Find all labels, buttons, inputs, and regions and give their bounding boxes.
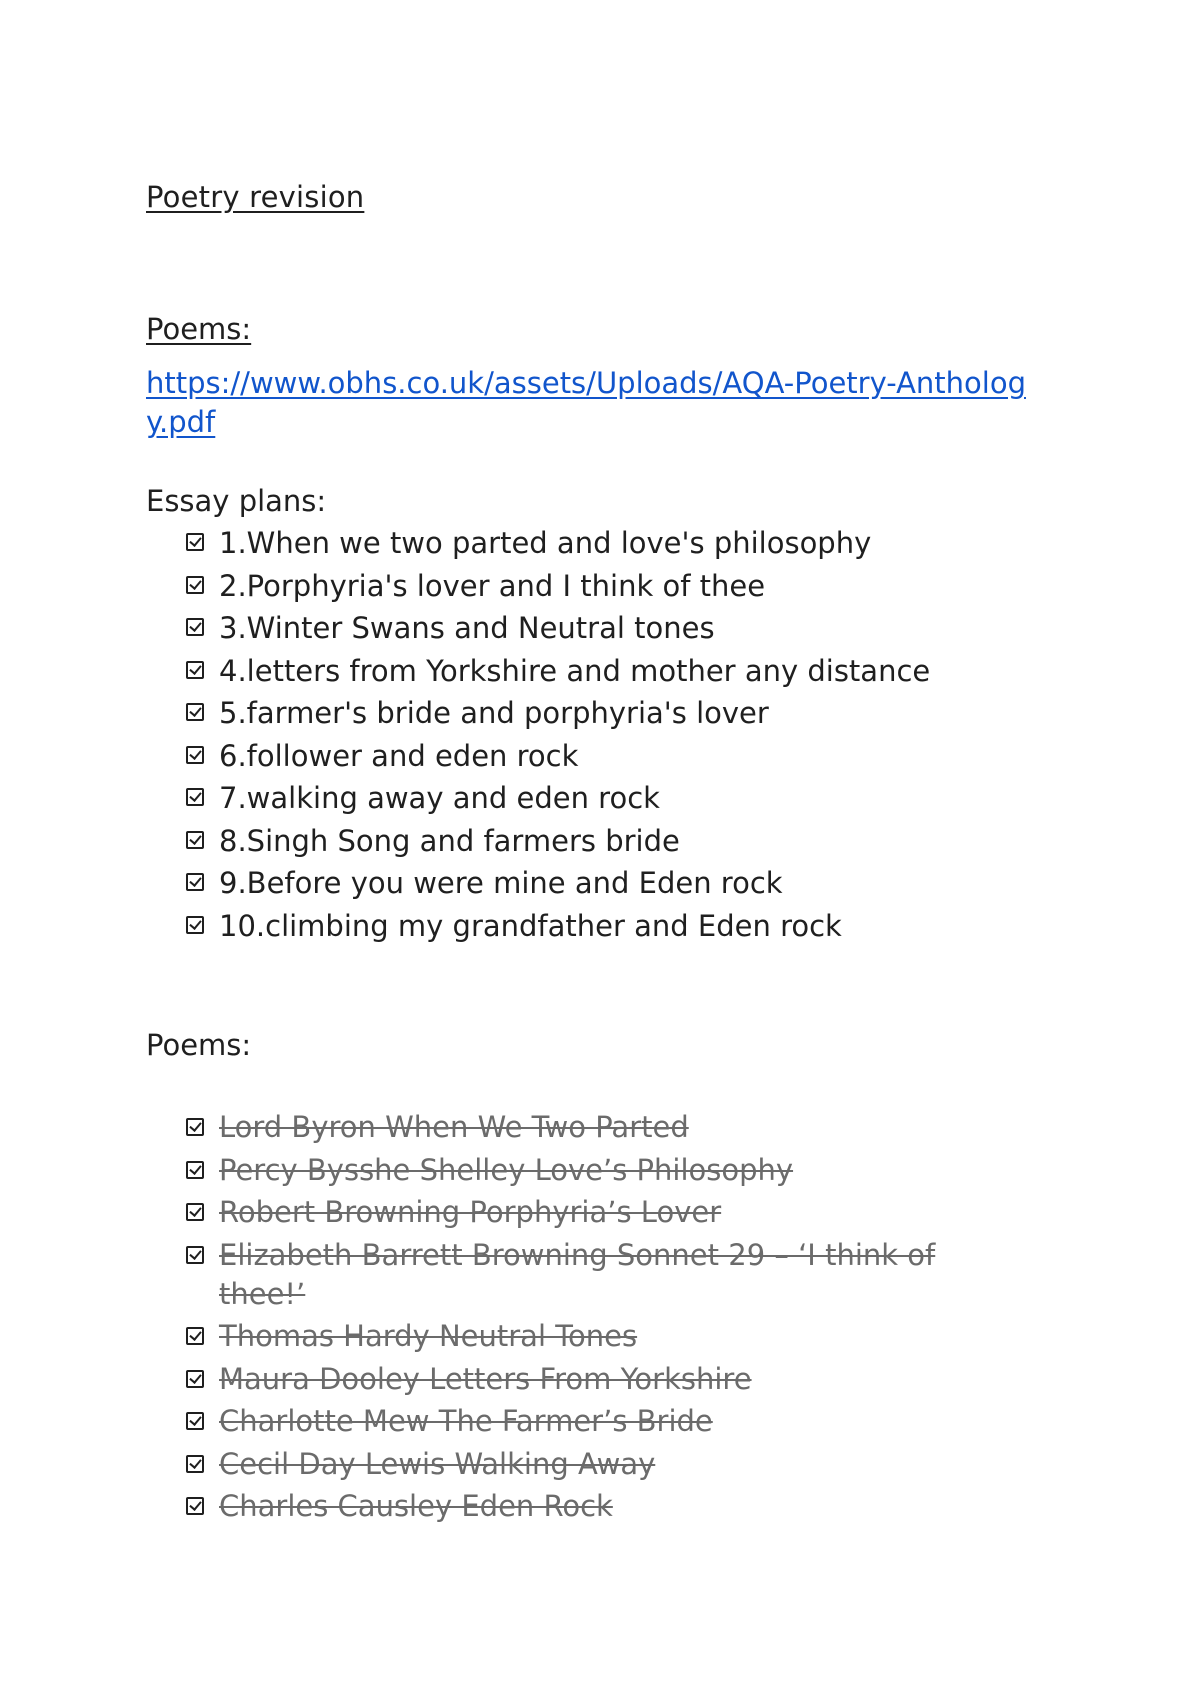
checklist-item — [186, 522, 930, 565]
checklist-item — [186, 735, 930, 778]
checklist-item-label: Robert Browning Porphyria’s Lover — [219, 1195, 722, 1229]
checklist-item-label: 6.follower and eden rock — [219, 738, 579, 773]
checklist-item-label: 2.Porphyria's lover and I think of thee — [219, 568, 766, 603]
checklist-item — [186, 1360, 1016, 1399]
checklist-item-label: Thomas Hardy Neutral Tones — [219, 1319, 638, 1353]
checklist-item-label: 3.Winter Swans and Neutral tones — [219, 611, 715, 645]
checklist-item — [186, 565, 930, 608]
checked-checkbox-icon[interactable] — [186, 1203, 204, 1221]
checklist-item — [186, 1151, 1016, 1190]
poems-list-heading: Poems: — [146, 1028, 252, 1062]
checked-checkbox-icon[interactable] — [186, 1455, 204, 1473]
checked-checkbox-icon[interactable] — [186, 873, 204, 891]
checklist-item-label: 1.When we two parted and love's philosophy — [219, 526, 872, 560]
checklist-item-label: Maura Dooley Letters From Yorkshire — [219, 1361, 752, 1396]
checklist-item-label: 9.Before you were mine and Eden rock — [219, 866, 783, 900]
checked-checkbox-icon[interactable] — [186, 1246, 204, 1264]
checked-checkbox-icon[interactable] — [186, 788, 204, 806]
checklist-item-label: 4.letters from Yorkshire and mother any distance — [219, 653, 931, 688]
checklist-item-label: Lord Byron When We Two Parted — [219, 1110, 689, 1144]
checked-checkbox-icon[interactable] — [186, 831, 204, 849]
checklist-item-label: 7.walking away and eden rock — [219, 781, 660, 815]
checklist-item — [186, 905, 930, 948]
checklist-item — [186, 1487, 1016, 1526]
checklist-item-label: Charles Causley Eden Rock — [219, 1489, 613, 1523]
checked-checkbox-icon[interactable] — [186, 746, 204, 764]
checklist-item — [186, 607, 930, 650]
checked-checkbox-icon[interactable] — [186, 916, 204, 934]
poems-link-heading: Poems: — [146, 312, 252, 346]
checked-checkbox-icon[interactable] — [186, 661, 204, 679]
checklist-item — [186, 1108, 1016, 1147]
checked-checkbox-icon[interactable] — [186, 1412, 204, 1430]
checklist-item — [186, 1317, 1016, 1356]
checked-checkbox-icon[interactable] — [186, 533, 204, 551]
checklist-item — [186, 1193, 1016, 1232]
checked-checkbox-icon[interactable] — [186, 1370, 204, 1388]
checklist-item-label: Elizabeth Barrett Browning Sonnet 29 – ‘I think of thee!’ — [219, 1237, 936, 1311]
poems-checklist — [186, 1108, 1016, 1530]
anthology-link[interactable]: https://www.obhs.co.uk/assets/Uploads/AQA-Poetry-Anthology.pdf — [146, 366, 1026, 439]
checklist-item-label: Percy Bysshe Shelley Love’s Philosophy — [219, 1152, 794, 1187]
checked-checkbox-icon[interactable] — [186, 576, 204, 594]
checklist-item — [186, 862, 930, 905]
checklist-item — [186, 1445, 1016, 1484]
essay-plans-checklist — [186, 522, 930, 947]
checklist-item — [186, 777, 930, 820]
checklist-item-label: Charlotte Mew The Farmer’s Bride — [219, 1404, 713, 1438]
checklist-item — [186, 650, 930, 693]
checked-checkbox-icon[interactable] — [186, 1161, 204, 1179]
checklist-item-label: 5.farmer's bride and porphyria's lover — [219, 696, 769, 730]
checklist-item — [186, 1402, 1016, 1441]
checked-checkbox-icon[interactable] — [186, 618, 204, 636]
page-title: Poetry revision — [146, 180, 365, 214]
checked-checkbox-icon[interactable] — [186, 1327, 204, 1345]
checklist-item-label: Cecil Day Lewis Walking Away — [219, 1446, 656, 1481]
checked-checkbox-icon[interactable] — [186, 1118, 204, 1136]
checked-checkbox-icon[interactable] — [186, 1497, 204, 1515]
checklist-item — [186, 1236, 1016, 1314]
checklist-item — [186, 692, 930, 735]
checked-checkbox-icon[interactable] — [186, 703, 204, 721]
checklist-item-label: 10.climbing my grandfather and Eden rock — [219, 908, 842, 943]
checklist-item-label: 8.Singh Song and farmers bride — [219, 823, 680, 858]
checklist-item — [186, 820, 930, 863]
essay-plans-heading: Essay plans: — [146, 484, 327, 518]
